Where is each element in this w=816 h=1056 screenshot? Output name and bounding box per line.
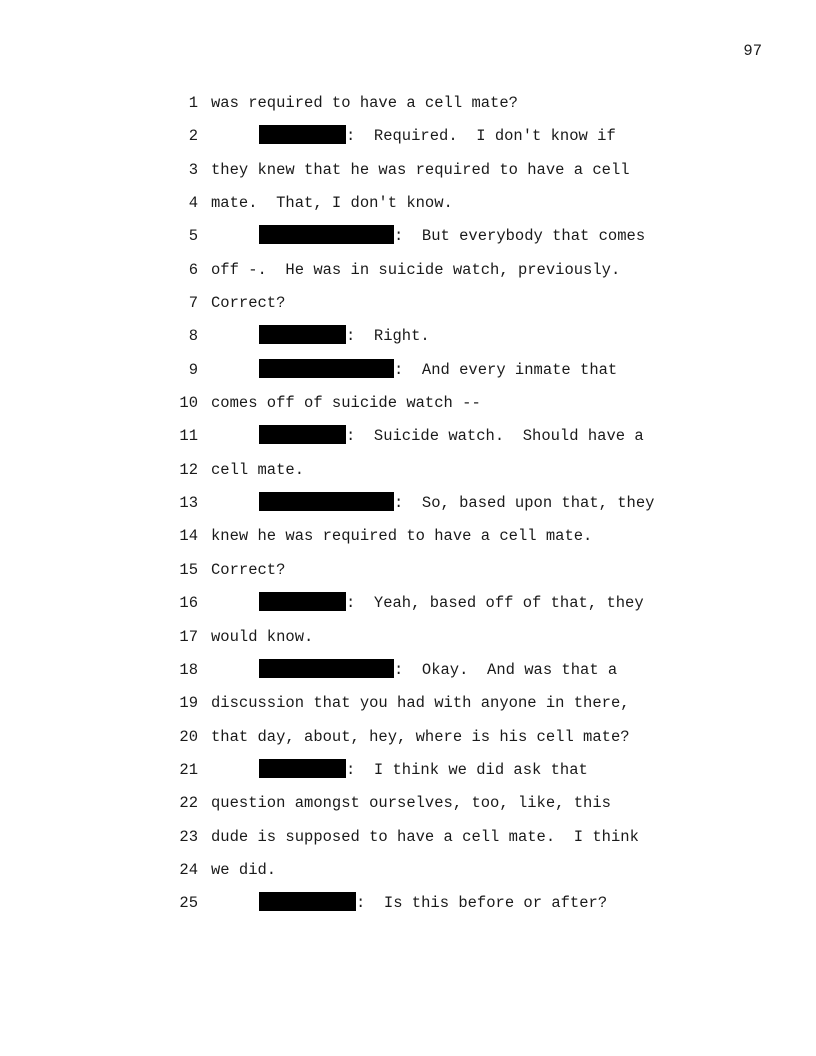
line-number: 22 bbox=[179, 794, 198, 813]
line-text: we did. bbox=[211, 860, 277, 879]
line-text: : Is this before or after? bbox=[356, 894, 608, 913]
line-number: 7 bbox=[188, 294, 198, 313]
redacted-speaker-name bbox=[259, 592, 346, 611]
line-number: 4 bbox=[188, 194, 198, 213]
transcript-line bbox=[0, 292, 816, 325]
line-text: Correct? bbox=[211, 294, 286, 313]
line-number: 25 bbox=[179, 894, 198, 913]
transcript-line bbox=[0, 425, 816, 458]
transcript-line bbox=[0, 626, 816, 659]
speaker-turn bbox=[259, 225, 645, 247]
line-text: off -. He was in suicide watch, previously. bbox=[211, 260, 621, 279]
line-text: dude is supposed to have a cell mate. I think bbox=[211, 827, 639, 846]
line-text: they knew that he was required to have a cell bbox=[211, 160, 630, 179]
speaker-turn bbox=[259, 492, 654, 514]
page-number: 97 bbox=[743, 42, 762, 60]
line-number: 17 bbox=[179, 627, 198, 646]
transcript-line bbox=[0, 726, 816, 759]
line-number: 19 bbox=[179, 694, 198, 713]
line-number: 12 bbox=[179, 460, 198, 479]
speaker-turn bbox=[259, 359, 617, 381]
line-number: 15 bbox=[179, 560, 198, 579]
line-number: 8 bbox=[188, 327, 198, 346]
transcript-line bbox=[0, 192, 816, 225]
transcript-line bbox=[0, 159, 816, 192]
line-text: comes off of suicide watch -- bbox=[211, 394, 481, 413]
line-text: would know. bbox=[211, 627, 314, 646]
line-number: 10 bbox=[179, 394, 198, 413]
line-text: : Required. I don't know if bbox=[346, 127, 616, 146]
line-text: : And every inmate that bbox=[394, 360, 618, 379]
redacted-speaker-name bbox=[259, 125, 346, 144]
line-text: : Yeah, based off of that, they bbox=[346, 594, 644, 613]
redacted-speaker-name bbox=[259, 359, 394, 378]
speaker-turn bbox=[259, 892, 607, 914]
transcript-line bbox=[0, 792, 816, 825]
transcript-line bbox=[0, 225, 816, 258]
transcript-line bbox=[0, 325, 816, 358]
line-number: 6 bbox=[188, 260, 198, 279]
redacted-speaker-name bbox=[259, 225, 394, 244]
transcript-line bbox=[0, 259, 816, 292]
line-text: that day, about, hey, where is his cell mate? bbox=[211, 727, 630, 746]
speaker-turn bbox=[259, 759, 588, 781]
line-number: 18 bbox=[179, 660, 198, 679]
line-text: : So, based upon that, they bbox=[394, 494, 655, 513]
speaker-turn bbox=[259, 592, 644, 614]
line-number: 2 bbox=[188, 127, 198, 146]
line-number: 1 bbox=[188, 94, 198, 112]
line-number: 9 bbox=[188, 360, 198, 379]
redacted-speaker-name bbox=[259, 759, 346, 778]
line-number: 16 bbox=[179, 594, 198, 613]
line-number: 5 bbox=[188, 227, 198, 246]
speaker-turn bbox=[259, 425, 644, 447]
transcript-lines bbox=[0, 92, 816, 926]
line-text: : Okay. And was that a bbox=[394, 660, 618, 679]
transcript-line bbox=[0, 759, 816, 792]
line-text: mate. That, I don't know. bbox=[211, 194, 453, 213]
line-number: 14 bbox=[179, 527, 198, 546]
transcript-line bbox=[0, 125, 816, 158]
line-text: : Suicide watch. Should have a bbox=[346, 427, 644, 446]
redacted-speaker-name bbox=[259, 325, 346, 344]
line-number: 23 bbox=[179, 827, 198, 846]
redacted-speaker-name bbox=[259, 492, 394, 511]
line-text: question amongst ourselves, too, like, this bbox=[211, 794, 611, 813]
redacted-speaker-name bbox=[259, 892, 356, 911]
transcript-line bbox=[0, 359, 816, 392]
redacted-speaker-name bbox=[259, 659, 394, 678]
transcript-line bbox=[0, 659, 816, 692]
speaker-turn bbox=[259, 325, 430, 347]
line-text: discussion that you had with anyone in there, bbox=[211, 694, 630, 713]
line-number: 11 bbox=[179, 427, 198, 446]
line-number: 21 bbox=[179, 760, 198, 779]
transcript-line bbox=[0, 492, 816, 525]
transcript-line bbox=[0, 692, 816, 725]
transcript-line bbox=[0, 525, 816, 558]
transcript-line bbox=[0, 592, 816, 625]
line-text: Correct? bbox=[211, 560, 286, 579]
line-text: was required to have a cell mate? bbox=[211, 94, 518, 112]
transcript-line bbox=[0, 826, 816, 859]
transcript-line bbox=[0, 859, 816, 892]
redacted-speaker-name bbox=[259, 425, 346, 444]
transcript-line bbox=[0, 392, 816, 425]
line-number: 13 bbox=[179, 494, 198, 513]
line-number: 20 bbox=[179, 727, 198, 746]
transcript-line bbox=[0, 459, 816, 492]
line-text: : Right. bbox=[346, 327, 430, 346]
speaker-turn bbox=[259, 125, 616, 147]
transcript-line bbox=[0, 559, 816, 592]
line-text: : I think we did ask that bbox=[346, 760, 588, 779]
line-text: knew he was required to have a cell mate. bbox=[211, 527, 593, 546]
line-text: : But everybody that comes bbox=[394, 227, 646, 246]
speaker-turn bbox=[259, 659, 617, 681]
line-text: cell mate. bbox=[211, 460, 305, 479]
line-number: 3 bbox=[188, 160, 198, 179]
transcript-line bbox=[0, 892, 816, 925]
line-number: 24 bbox=[179, 860, 198, 879]
transcript-line bbox=[0, 92, 816, 125]
